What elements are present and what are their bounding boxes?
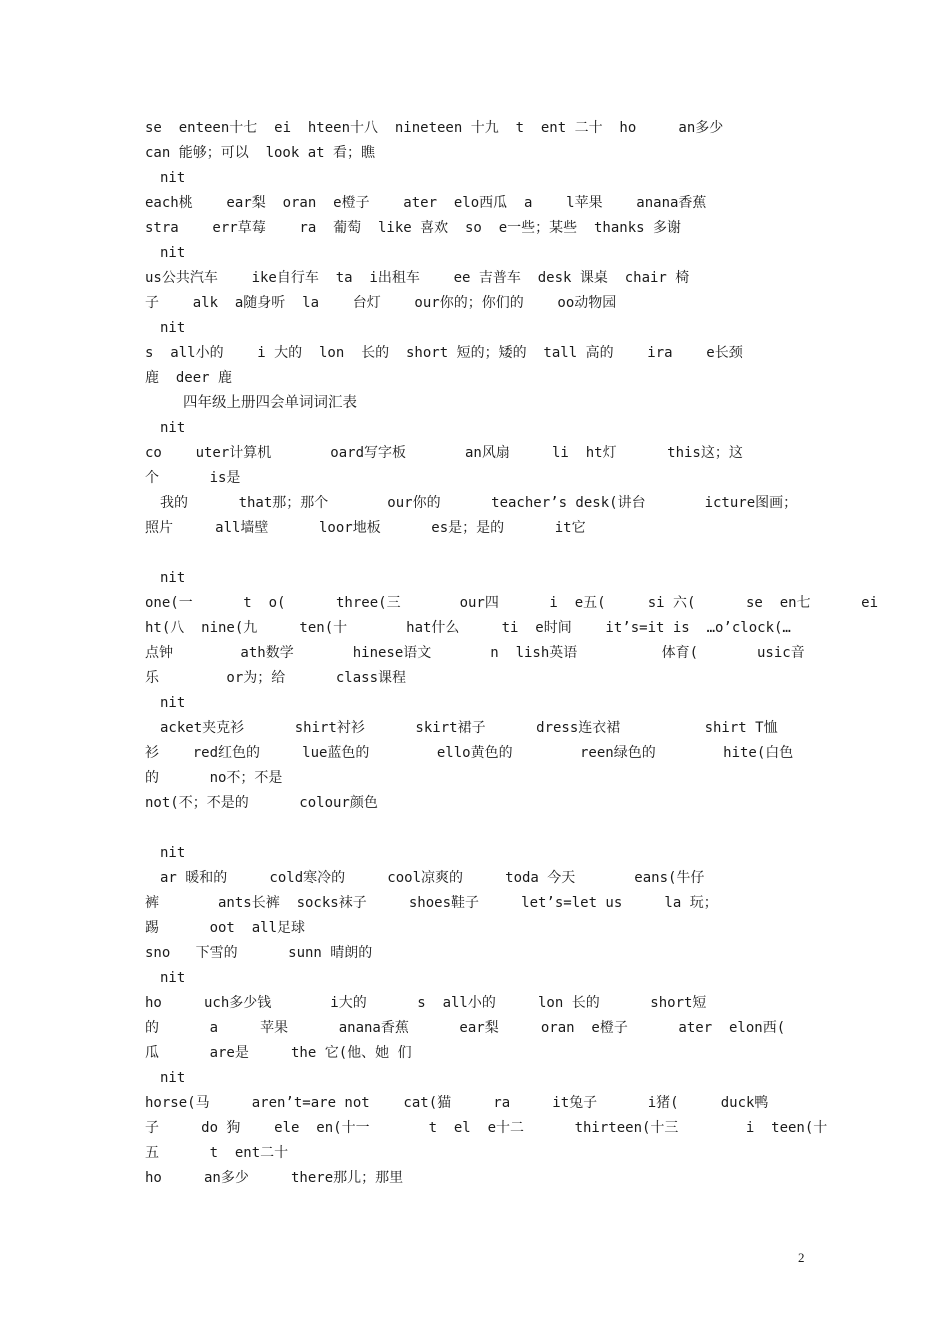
text-line: each桃 ear梨 oran e橙子 ater elo西瓜 a l苹果 anana香蕉 [145,195,707,211]
unit-heading: nit [160,320,186,336]
text-line: 子 alk a随身听 la 台灯 our你的；你们的 oo动物园 [145,295,617,311]
text-line: ht(八 nine(九 ten(十 hat什么 ti e时间 it’s=it is …o’clock(… [145,620,791,636]
unit-heading: nit [160,245,186,261]
text-line: ho an多少 there那儿；那里 [145,1170,404,1186]
text-line: 点钟 ath数学 hinese语文 n lish英语 体育( usic音 [145,645,805,661]
page-number: 2 [798,1250,805,1265]
unit-heading: nit [160,570,186,586]
text-line: acket夹克衫 shirt衬衫 skirt裙子 dress连衣裙 shirt T恤 [160,720,778,736]
text-line: 照片 all墙壁 loor地板 es是；是的 it它 [145,520,586,536]
text-line: ar 暖和的 cold寒冷的 cool凉爽的 toda 今天 eans(牛仔 [160,870,705,886]
text-line: 个 is是 [145,470,241,486]
text-line: 的 a 苹果 anana香蕉 ear梨 oran e橙子 ater elon西( [145,1020,786,1036]
text-line: not(不；不是的 colour颜色 [145,795,378,811]
text-line: 瓜 are是 the 它(他、她 们 [145,1045,412,1061]
unit-heading: nit [160,695,186,711]
text-line: us公共汽车 ike自行车 ta i出租车 ee 吉普车 desk 课桌 chair 椅 [145,270,690,286]
text-line: co uter计算机 oard写字板 an风扇 li ht灯 this这；这 [145,445,743,461]
text-line: s all小的 i 大的 lon 长的 short 短的；矮的 tall 高的 ira e长颈 [145,345,743,361]
unit-heading: nit [160,1070,186,1086]
text-line: 踢 oot all足球 [145,920,306,936]
text-line: can 能够；可以 look at 看；瞧 [145,145,376,161]
text-line: 裤 ants长裤 socks袜子 shoes鞋子 let’s=let us la 玩； [145,895,718,911]
text-line: 五 t ent二十 [145,1145,289,1161]
text-line: one(一 t o( three(三 our四 i e五( si 六( se en七 ei [145,595,879,611]
text-line: horse(马 aren’t=are not cat(猫 ra it兔子 i猪( duck鸭 [145,1095,769,1111]
text-line: 鹿 deer 鹿 [145,370,233,386]
unit-heading: nit [160,170,186,186]
text-line: se enteen十七 ei hteen十八 nineteen 十九 t ent 二十 ho an多少 [145,120,724,136]
text-line: sno 下雪的 sunn 晴朗的 [145,945,373,961]
text-line: stra err草莓 ra 葡萄 like 喜欢 so e一些；某些 thanks 多谢 [145,220,682,236]
section-title: 四年级上册四会单词词汇表 [183,395,357,411]
text-line: 我的 that那；那个 our你的 teacher’s desk(讲台 icture图画； [160,495,798,511]
unit-heading: nit [160,420,186,436]
unit-heading: nit [160,970,186,986]
unit-heading: nit [160,845,186,861]
text-line: 衫 red红色的 lue蓝色的 ello黄色的 reen绿色的 hite(白色 [145,745,794,761]
text-line: 的 no不；不是 [145,770,283,786]
text-line: 乐 or为；给 class课程 [145,670,407,686]
text-line: ho uch多少钱 i大的 s all小的 lon 长的 short短 [145,995,707,1011]
text-line: 子 do 狗 ele en(十一 t el e十二 thirteen(十三 i teen(十 [145,1120,828,1136]
